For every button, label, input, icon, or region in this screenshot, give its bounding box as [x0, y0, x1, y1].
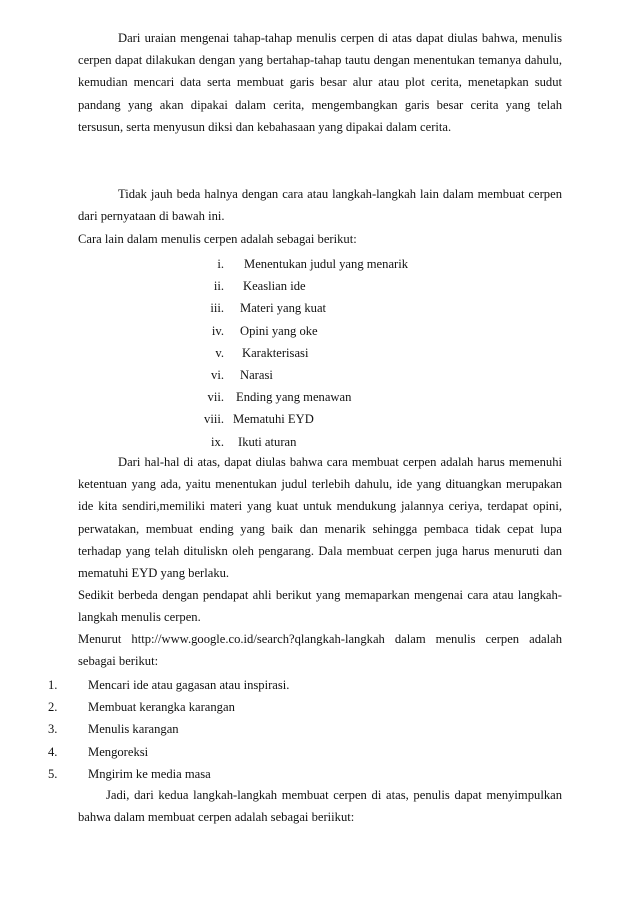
- list-item: [0, 342, 638, 364]
- list-item: [0, 408, 638, 430]
- list-item: [0, 297, 638, 319]
- paragraph-source: Menurut http://www.google.co.id/search?qlangkah-langkah dalam menulis cerpen adalah sebagai berikut:: [78, 632, 562, 669]
- list-item: [0, 741, 638, 763]
- list-marker: 3.: [48, 722, 58, 737]
- list-marker: v.: [215, 345, 224, 360]
- list-marker: iii.: [210, 301, 224, 316]
- list-item: [0, 718, 638, 740]
- list-item-text: Membuat kerangka karangan: [88, 700, 235, 715]
- paragraph-list-intro: Cara lain dalam menulis cerpen adalah sebagai berikut:: [78, 232, 357, 246]
- list-marker: vii.: [207, 390, 224, 405]
- list-item: [0, 253, 638, 275]
- list-marker: viii.: [204, 412, 224, 427]
- list-item-text: Mencari ide atau gagasan atau inspirasi.: [88, 678, 290, 692]
- list-marker: vi.: [211, 367, 224, 382]
- list-marker: 2.: [48, 700, 58, 715]
- list-marker: ix.: [211, 434, 224, 449]
- list-item: [0, 386, 638, 408]
- list-item: [0, 364, 638, 386]
- list-item: [0, 763, 638, 785]
- list-item-text: Mengoreksi: [88, 744, 149, 759]
- numbered-list: [0, 674, 638, 785]
- list-item: [0, 275, 638, 297]
- list-item-text: Ikuti aturan: [238, 434, 297, 449]
- list-marker: 1.: [48, 678, 58, 692]
- list-marker: 5.: [48, 766, 58, 781]
- list-item-text: Karakterisasi: [242, 345, 309, 360]
- list-item-text: Menentukan judul yang menarik: [244, 257, 409, 271]
- list-item-text: Keaslian ide: [243, 279, 306, 294]
- paragraph-contrast: Sedikit berbeda dengan pendapat ahli berikut yang memaparkan mengenai cara atau langkah-langkah menulis cerpen.: [78, 588, 562, 625]
- paragraph-conclusion: Jadi, dari kedua langkah-langkah membuat cerpen di atas, penulis dapat menyimpulkan bahwa dalam membuat cerpen adalah sebagai beriikut:: [78, 788, 562, 825]
- list-marker: 4.: [48, 744, 58, 759]
- roman-numeral-list: [0, 253, 638, 453]
- list-marker: iv.: [211, 323, 224, 338]
- list-item: [0, 320, 638, 342]
- list-item-text: Mngirim ke media masa: [88, 766, 211, 781]
- paragraph-transition: Tidak jauh beda halnya dengan cara atau langkah-langkah lain dalam membuat cerpen dari pernyataan di bawah ini.: [78, 187, 562, 224]
- list-item-text: Menulis karangan: [88, 722, 179, 737]
- list-item: [0, 674, 638, 696]
- paragraph-intro: Dari uraian mengenai tahap-tahap menulis cerpen di atas dapat diulas bahwa, menulis cerpen dapat dilakukan dengan yang bertahap-tahap tautu dengan menentukan temanya dahulu, kemudian mencari data serta membuat garis besar alur atau plot cerita, menetapkan sudut pandang yang akan dipakai dalam cerita, mengembangkan garis besar cerita yang telah tersusun, serta menyusun diksi dan kebahasaan yang dipakai dalam cerita.: [78, 31, 562, 134]
- list-item-text: Mematuhi EYD: [233, 412, 314, 427]
- list-item-text: Narasi: [240, 367, 273, 382]
- list-item-text: Ending yang menawan: [236, 390, 352, 405]
- paragraph-summary: Dari hal-hal di atas, dapat diulas bahwa cara membuat cerpen adalah harus memenuhi ketentuan yang ada, yaitu menentukan judul terlebih dahulu, ide yang dituangkan merupakan ide kita sendiri,memiliki materi yang kuat untuk mendukung jalannya ceriya, terdapat opini, perwatakan, membuat ending yang baik dan menarik sehingga pembaca tidak cepat lupa terhadap yang telah dituliskn oleh pengarang. Dala membuat cerpen juga harus menuruti dan mematuhi EYD yang berlaku.: [78, 455, 562, 581]
- list-item: [0, 696, 638, 718]
- list-marker: i.: [217, 257, 224, 271]
- list-item-text: Materi yang kuat: [240, 301, 327, 316]
- list-marker: ii.: [213, 279, 224, 294]
- list-item-text: Opini yang oke: [240, 323, 318, 338]
- list-item: [0, 431, 638, 453]
